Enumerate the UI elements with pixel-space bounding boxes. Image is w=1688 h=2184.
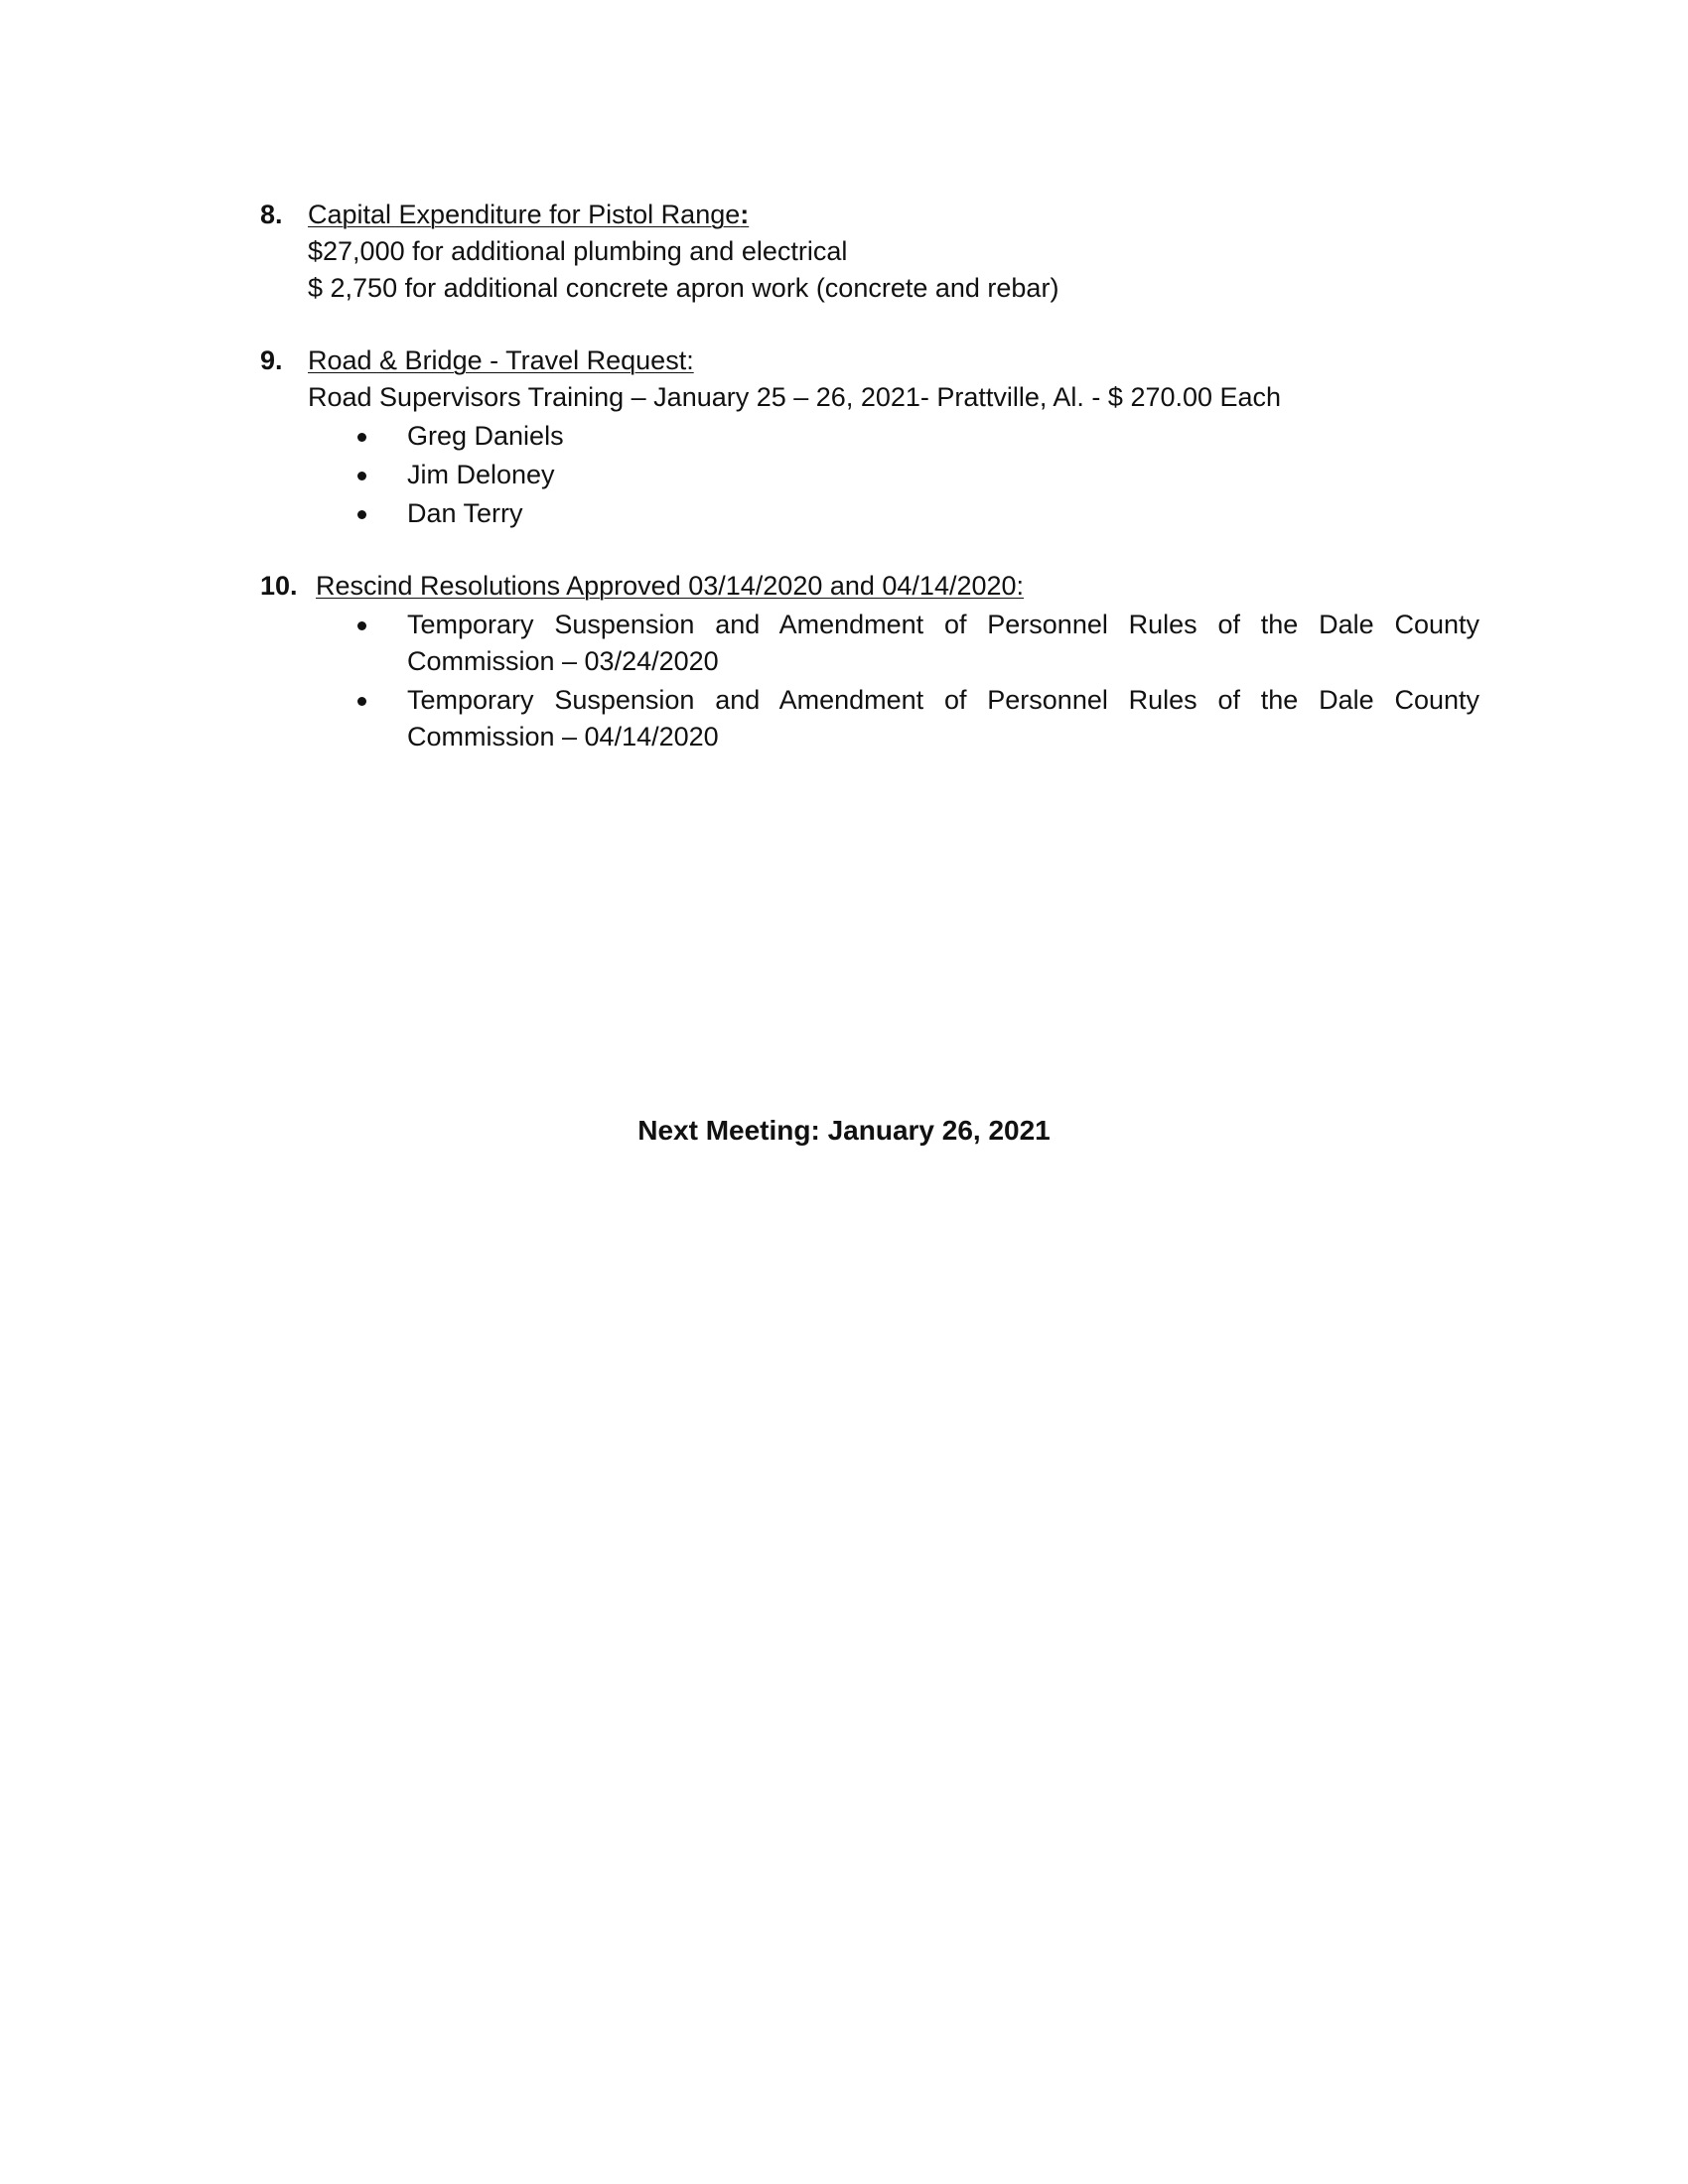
list-item-text: Temporary Suspension and Amendment of Personnel Rules of the Dale County Commission – 03/24/2020 xyxy=(407,610,1479,676)
bullet-icon xyxy=(357,510,366,519)
list-item-text: Jim Deloney xyxy=(407,460,555,489)
list-item xyxy=(308,495,1479,532)
item-title: Rescind Resolutions Approved 03/14/2020 and 04/14/2020: xyxy=(316,571,1025,601)
item-number: 10. xyxy=(260,571,298,601)
next-meeting-text: Next Meeting: January 26, 2021 xyxy=(637,1115,1051,1146)
item-number: 9. xyxy=(260,345,283,375)
list-item-text: Greg Daniels xyxy=(407,421,564,451)
item-line: $27,000 for additional plumbing and electrical xyxy=(308,236,848,266)
bullet-list xyxy=(316,607,1487,755)
item-title-suffix: : xyxy=(740,200,750,229)
list-item-text: Dan Terry xyxy=(407,498,523,528)
list-item xyxy=(316,682,1487,755)
list-item-text: Temporary Suspension and Amendment of Personnel Rules of the Dale County Commission – 04/14/2020 xyxy=(407,685,1479,751)
bullet-icon xyxy=(357,472,366,480)
list-item xyxy=(308,418,1479,455)
list-item xyxy=(316,607,1487,680)
bullet-icon xyxy=(357,433,366,442)
bullet-icon xyxy=(357,621,366,630)
item-title-text: Capital Expenditure for Pistol Range xyxy=(308,200,741,229)
item-number: 8. xyxy=(260,200,283,229)
bullet-icon xyxy=(357,697,366,706)
bullet-list xyxy=(308,418,1479,532)
item-line: $ 2,750 for additional concrete apron work (concrete and rebar) xyxy=(308,273,1059,303)
item-line: Road Supervisors Training – January 25 – 26, 2021- Prattville, Al. - $ 270.00 Each xyxy=(308,382,1282,412)
item-title xyxy=(308,197,1479,233)
list-item xyxy=(308,457,1479,493)
item-title: Road & Bridge - Travel Request: xyxy=(308,345,694,375)
